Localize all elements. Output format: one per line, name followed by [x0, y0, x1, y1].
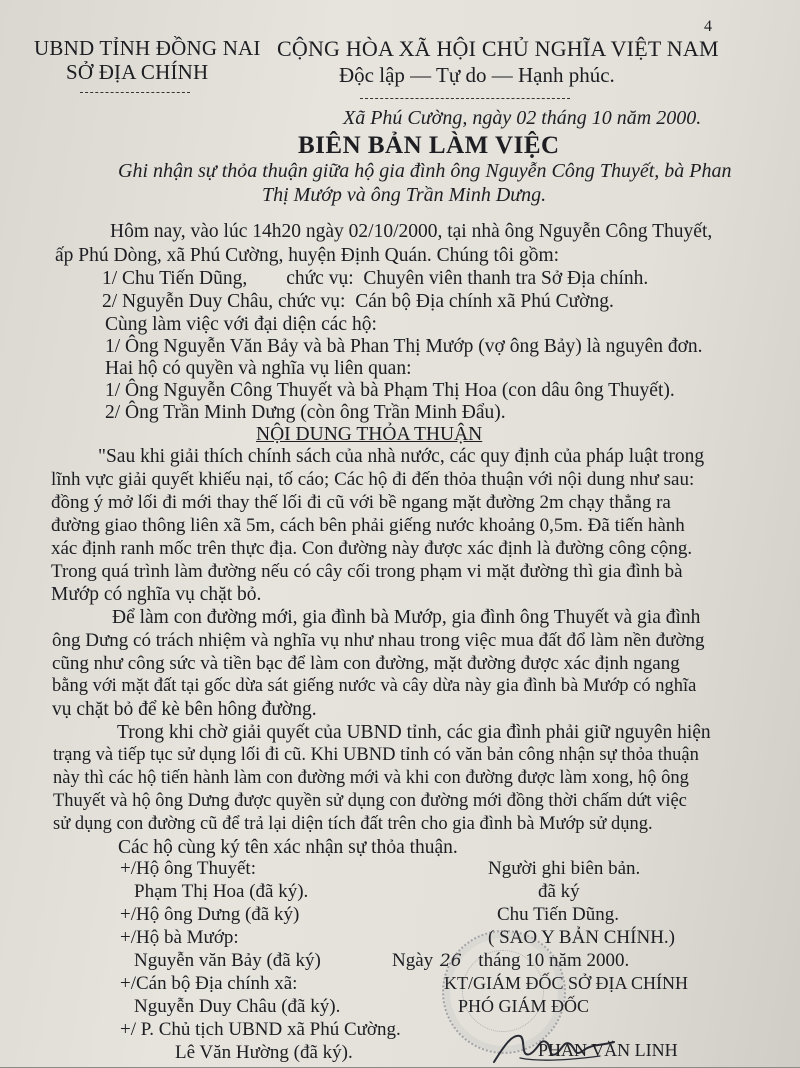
- content-line: Trong khi chờ giải quyết của UBND tỉnh, các gia đình phải giữ nguyên hiện: [117, 722, 711, 743]
- authority-line-1: KT/GIÁM ĐỐC SỞ ĐỊA CHÍNH: [444, 973, 689, 993]
- intro-line: ấp Phú Dòng, xã Phú Cường, huyện Định Quán. Chúng tôi gồm:: [55, 245, 560, 266]
- content-line: Mướp có nghĩa vụ chặt bỏ.: [51, 584, 262, 605]
- signatory-line: Nguyễn Duy Châu (đã ký).: [134, 996, 341, 1017]
- copy-date-day: 26: [439, 951, 462, 971]
- subtitle-line-2: Thị Mướp và ông Trần Minh Dưng.: [262, 184, 547, 206]
- signer-name: PHAN VĂN LINH: [538, 1040, 678, 1060]
- intro-line: Hai hộ có quyền và nghĩa vụ liên quan:: [105, 358, 412, 379]
- page-number: 4: [704, 18, 712, 35]
- document-title: BIÊN BẢN LÀM VIỆC: [298, 132, 560, 159]
- content-line: đồng ý mở lối đi mới thay thế lối đi cũ với bề ngang mặt đường 2m chạy thẳng ra: [51, 492, 671, 513]
- content-line: lĩnh vực giải quyết khiếu nại, tố cáo; Các hộ đi đến thỏa thuận với nội dung như sau:: [51, 469, 695, 490]
- related-party-2: 2/ Ông Trần Minh Dưng (còn ông Trần Minh Đẩu).: [105, 402, 506, 423]
- content-line: Để làm con đường mới, gia đình bà Mướp, gia đình ông Thuyết và gia đình: [112, 607, 701, 628]
- content-line: đường giao thông liên xã 5m, cách bên phải giếng nước khoảng 0,5m. Đã tiến hành: [51, 515, 685, 536]
- content-line: bằng với mặt đất tại gốc dừa sát giếng nước và cây dừa này gia đình bà Mướp có nghĩa: [52, 676, 697, 696]
- copy-date-prefix: Ngày: [392, 950, 434, 971]
- content-line: trạng và tiếp tục sử dụng lối đi cũ. Khi UBND tỉnh có văn bản công nhận sự thỏa thuận: [53, 745, 699, 765]
- related-party-1: 1/ Ông Nguyễn Công Thuyết và bà Phạm Thị Hoa (con dâu ông Thuyết).: [105, 380, 675, 401]
- section-heading: NỘI DUNG THỎA THUẬN: [256, 424, 483, 445]
- content-line: vụ chặt bỏ để kè bên hông đường.: [52, 699, 317, 720]
- content-line: "Sau khi giải thích chính sách của nhà nước, các quy định của pháp luật trong: [98, 446, 705, 467]
- signatory-line: +/Hộ ông Thuyết:: [120, 858, 256, 879]
- signatory-line: Phạm Thị Hoa (đã ký).: [134, 881, 309, 902]
- attendee-2: 2/ Nguyễn Duy Châu, chức vụ: Cán bộ Địa chính xã Phú Cường.: [102, 291, 614, 312]
- subtitle-line-1: Ghi nhận sự thỏa thuận giữa hộ gia đình ông Nguyễn Công Thuyết, bà Phan: [118, 160, 732, 182]
- copy-date-rest: tháng 10 năm 2000.: [478, 950, 630, 971]
- content-line: Trong quá trình làm đường nếu có cây cối trong phạm vi mặt đường thì gia đình bà: [51, 561, 683, 582]
- signatory-line: Lê Văn Hường (đã ký).: [175, 1042, 353, 1063]
- intro-line: Hôm nay, vào lúc 14h20 ngày 02/10/2000, tại nhà ông Nguyễn Công Thuyết,: [110, 221, 713, 242]
- signatory-line: +/ P. Chủ tịch UBND xã Phú Cường.: [120, 1019, 401, 1040]
- header-left-divider: [80, 92, 190, 93]
- official-seal-inner-ring: [462, 950, 544, 1032]
- copy-note: ( SAO Y BẢN CHÍNH.): [488, 927, 676, 948]
- intro-line: Cùng làm việc với đại diện các hộ:: [105, 314, 377, 335]
- attendee-1: 1/ Chu Tiến Dũng, chức vụ: Chuyên viên thanh tra Sở Địa chính.: [102, 268, 649, 289]
- recorder-label: Người ghi biên bản.: [488, 858, 641, 879]
- content-line: xác định ranh mốc trên thực địa. Con đường này được xác định là đường công cộng.: [51, 538, 693, 559]
- signatory-line: +/Hộ bà Mướp:: [120, 927, 239, 948]
- signatory-line: +/Cán bộ Địa chính xã:: [120, 973, 298, 994]
- content-line: này thì các hộ tiến hành làm con đường mới và khi con đường được làm xong, hộ ông: [53, 768, 689, 788]
- content-line: cũng như công sức và tiền bạc để làm con đường, mặt đường được xác định ngang: [52, 653, 680, 674]
- signatory-line: +/Hộ ông Dưng (đã ký): [120, 904, 300, 925]
- content-line: Các hộ cùng ký tên xác nhận sự thỏa thuận.: [118, 837, 458, 858]
- content-line: ông Dưng có trách nhiệm và nghĩa vụ như nhau trong việc mua đất đổ làm nền đường: [52, 630, 705, 651]
- agency-name: UBND TỈNH ĐỒNG NAI: [34, 36, 261, 60]
- signatory-line: Nguyễn văn Bảy (đã ký): [134, 950, 321, 971]
- content-line: Thuyết và hộ ông Dưng được quyền sử dụng con đường mới đồng thời chấm dứt việc: [53, 791, 687, 811]
- header-right-divider: [360, 98, 570, 99]
- department-name: SỞ ĐỊA CHÍNH: [66, 60, 209, 84]
- place-date: Xã Phú Cường, ngày 02 tháng 10 năm 2000.: [343, 107, 702, 129]
- authority-line-2: PHÓ GIÁM ĐỐC: [458, 996, 590, 1016]
- content-line: sử dụng con đường cũ để trả lại diện tích đất trên cho gia đình bà Mướp sử dụng.: [53, 814, 653, 834]
- recorder-signed: đã ký: [538, 881, 580, 902]
- recorder-name: Chu Tiến Dũng.: [497, 904, 619, 925]
- national-title: CỘNG HÒA XÃ HỘI CHỦ NGHĨA VIỆT NAM: [277, 36, 719, 61]
- party-1: 1/ Ông Nguyễn Văn Bảy và bà Phan Thị Mướp (vợ ông Bảy) là nguyên đơn.: [105, 336, 703, 357]
- national-motto: Độc lập — Tự do — Hạnh phúc.: [339, 63, 615, 87]
